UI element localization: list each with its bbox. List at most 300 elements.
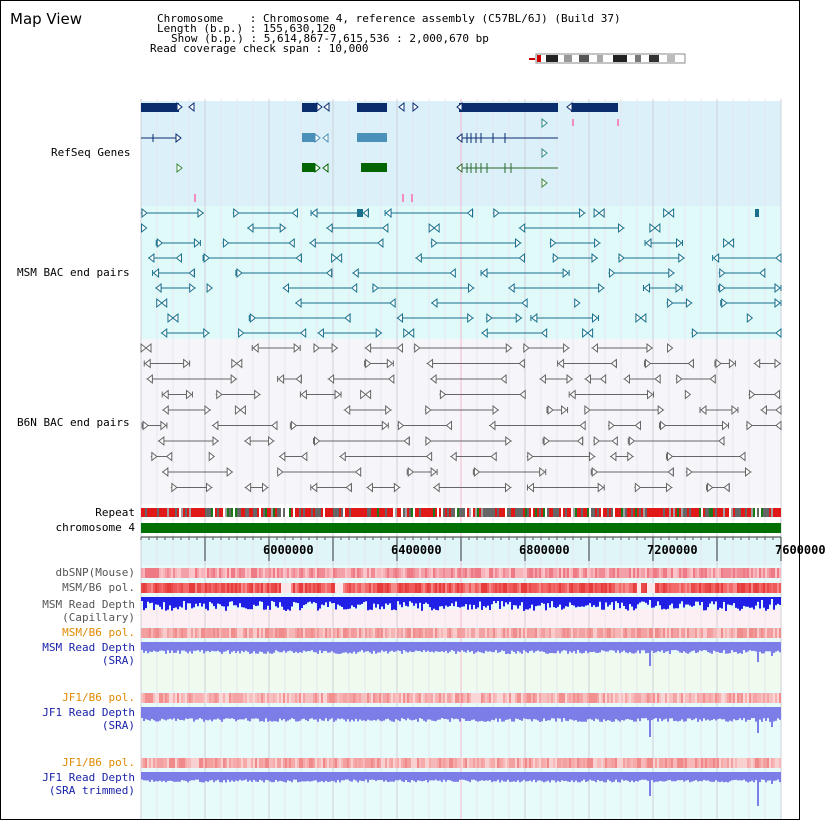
msm-pol-bin [363, 583, 365, 593]
repeat-segment [387, 508, 389, 517]
jf1-trim-depth-bar [471, 772, 473, 780]
msm-pol2-bin [351, 628, 353, 638]
msm-pol2-bin [309, 628, 311, 638]
msm-pol-bin [391, 583, 393, 593]
msm-cap-depth-bar [377, 597, 379, 604]
msm-pol2-bin [515, 628, 517, 638]
msm-sra-depth-bar [173, 642, 175, 653]
jf1-pol2-bin [329, 758, 331, 768]
msm-cap-depth-bar [187, 597, 189, 603]
msm-cap-depth-bar [721, 597, 723, 609]
jf1-pol-bin [349, 693, 351, 703]
msm-pol-bin [619, 583, 621, 593]
msm-pol-bin [481, 583, 483, 593]
repeat-segment [291, 508, 293, 517]
track-label-jf1-depth-trim[interactable]: JF1 Read Depth [42, 771, 135, 784]
msm-pol-bin [573, 583, 575, 593]
msm-pol2-bin [469, 628, 471, 638]
jf1-sra-depth-bar [719, 707, 721, 719]
jf1-sra-depth-bar [231, 707, 233, 718]
jf1-pol-bin [167, 693, 169, 703]
dbsnp-bin [521, 568, 523, 578]
jf1-trim-depth-bar [675, 772, 677, 781]
track-label-dbsnp[interactable]: dbSNP(Mouse) [55, 566, 135, 579]
dbsnp-bin [247, 568, 249, 578]
jf1-trim-depth-bar [405, 772, 407, 780]
jf1-pol-bin [373, 693, 375, 703]
msm-pol-bin [435, 583, 437, 593]
dbsnp-bin [391, 568, 393, 578]
repeat-segment [193, 508, 195, 517]
jf1-trim-depth-bar [687, 772, 689, 780]
msm-sra-depth-bar [675, 642, 677, 650]
jf1-sra-depth-bar [487, 707, 489, 721]
jf1-pol-bin [213, 693, 215, 703]
jf1-sra-depth-bar [655, 707, 657, 718]
msm-pol2-bin [153, 628, 155, 638]
msm-pol2-bin [507, 628, 509, 638]
jf1-trim-depth-bar [417, 772, 419, 780]
track-label-repeat[interactable]: Repeat [95, 506, 135, 519]
dbsnp-bin [357, 568, 359, 578]
msm-sra-depth-bar [681, 642, 683, 653]
repeat-segment [341, 508, 343, 517]
jf1-trim-depth-bar [597, 772, 599, 780]
jf1-pol2-bin [775, 758, 777, 768]
track-label-jf1-b6-pol-2[interactable]: JF1/B6 pol. [62, 756, 135, 769]
repeat-segment [293, 508, 295, 517]
msm-sra-depth-bar [593, 642, 595, 652]
msm-pol-bin [279, 583, 281, 593]
jf1-sra-depth-bar [249, 707, 251, 721]
jf1-sra-depth-bar [279, 707, 281, 719]
msm-pol-bin [393, 583, 395, 593]
jf1-trim-depth-bar [629, 772, 631, 782]
msm-pol-bin [193, 583, 195, 593]
msm-pol-bin [419, 583, 421, 593]
track-label-refseq[interactable]: RefSeq Genes [51, 146, 131, 159]
dbsnp-bin [293, 568, 295, 578]
repeat-segment [629, 508, 631, 517]
msm-pol-bin [491, 583, 493, 593]
msm-cap-depth-bar [389, 597, 391, 603]
jf1-sra-depth-bar [483, 707, 485, 722]
jf1-sra-depth-bar [691, 707, 693, 720]
jf1-sra-depth-bar [257, 707, 259, 719]
jf1-sra-depth-bar [551, 707, 553, 718]
msm-pol2-bin [439, 628, 441, 638]
jf1-trim-depth-bar [253, 772, 255, 780]
msm-cap-depth-bar [649, 597, 651, 600]
dbsnp-bin [565, 568, 567, 578]
jf1-trim-depth-bar [211, 772, 213, 780]
msm-pol-bin [635, 583, 637, 593]
jf1-pol2-bin [779, 758, 781, 768]
jf1-sra-depth-bar [563, 707, 565, 718]
track-label-jf1-depth-sra-sub: (SRA) [101, 719, 135, 732]
jf1-trim-depth-bar [213, 772, 215, 782]
repeat-segment [553, 508, 555, 517]
dbsnp-bin [563, 568, 565, 578]
jf1-pol-bin [769, 693, 771, 703]
jf1-pol2-bin [555, 758, 557, 768]
jf1-sra-depth-bar [583, 707, 585, 722]
msm-pol-bin [223, 583, 225, 593]
repeat-segment [461, 508, 463, 517]
jf1-pol-bin [233, 693, 235, 703]
msm-pol2-bin [639, 628, 641, 638]
jf1-trim-depth-bar [663, 772, 665, 782]
repeat-segment [569, 508, 571, 517]
msm-sra-depth-bar [751, 642, 753, 651]
msm-sra-depth-bar [583, 642, 585, 653]
msm-sra-depth-bar [163, 642, 165, 651]
jf1-sra-depth-bar [307, 707, 309, 721]
jf1-trim-depth-bar [419, 772, 421, 781]
jf1-sra-depth-bar [327, 707, 329, 721]
dbsnp-bin [699, 568, 701, 578]
msm-cap-depth-bar [695, 597, 697, 602]
msm-pol-bin [291, 583, 293, 593]
msm-cap-depth-bar [333, 597, 335, 603]
msm-cap-depth-bar [665, 597, 667, 609]
msm-pol2-bin [591, 628, 593, 638]
jf1-pol-bin [461, 693, 463, 703]
dbsnp-bin [393, 568, 395, 578]
repeat-segment [319, 508, 321, 517]
jf1-pol-bin [313, 693, 315, 703]
jf1-trim-depth-bar [639, 772, 641, 780]
jf1-pol-bin [277, 693, 279, 703]
jf1-pol2-bin [239, 758, 241, 768]
msm-cap-depth-bar [247, 597, 249, 609]
msm-pol-bin [769, 583, 771, 593]
ruler-tick-label: 6400000 [391, 543, 442, 557]
jf1-pol-bin [339, 693, 341, 703]
jf1-trim-depth-bar [757, 772, 759, 806]
msm-pol2-bin [353, 628, 355, 638]
msm-pol2-bin [771, 628, 773, 638]
repeat-segment [427, 508, 429, 517]
jf1-trim-depth-bar [337, 772, 339, 780]
jf1-pol2-bin [261, 758, 263, 768]
msm-pol2-bin [589, 628, 591, 638]
msm-pol-bin [673, 583, 675, 593]
jf1-pol-bin [165, 693, 167, 703]
msm-pol-bin [373, 583, 375, 593]
msm-pol-bin [667, 583, 669, 593]
dbsnp-bin [255, 568, 257, 578]
jf1-sra-depth-bar [311, 707, 313, 718]
msm-pol2-bin [717, 628, 719, 638]
msm-sra-depth-bar [289, 642, 291, 651]
chromosome-ideogram[interactable] [529, 54, 685, 63]
msm-pol2-bin [493, 628, 495, 638]
msm-sra-depth-bar [355, 642, 357, 654]
msm-sra-depth-bar [755, 642, 757, 651]
jf1-sra-depth-bar [189, 707, 191, 718]
track-label-jf1-depth-sra[interactable]: JF1 Read Depth [42, 706, 135, 719]
msm-sra-depth-bar [205, 642, 207, 651]
msm-cap-depth-bar [211, 597, 213, 603]
jf1-pol2-bin [189, 758, 191, 768]
msm-cap-depth-bar [353, 597, 355, 607]
jf1-pol2-bin [383, 758, 385, 768]
jf1-sra-depth-bar [517, 707, 519, 719]
track-label-msm-b6-pol-2[interactable]: MSM/B6 pol. [62, 626, 135, 639]
msm-sra-depth-bar [581, 642, 583, 653]
jf1-sra-depth-bar [429, 707, 431, 720]
jf1-trim-depth-bar [443, 772, 445, 780]
jf1-pol-bin [287, 693, 289, 703]
jf1-pol2-bin [641, 758, 643, 768]
jf1-pol-bin [465, 693, 467, 703]
msm-cap-depth-bar [697, 597, 699, 602]
msm-sra-depth-bar [619, 642, 621, 653]
repeat-segment [759, 508, 761, 517]
jf1-pol-bin [455, 693, 457, 703]
dbsnp-bin [165, 568, 167, 578]
msm-sra-depth-bar [667, 642, 669, 651]
dbsnp-bin [701, 568, 703, 578]
jf1-trim-depth-bar [509, 772, 511, 782]
jf1-pol-bin [773, 693, 775, 703]
jf1-trim-depth-bar [283, 772, 285, 782]
track-label-msm-bac[interactable]: MSM BAC end pairs [17, 266, 130, 279]
msm-pol2-bin [611, 628, 613, 638]
repeat-segment [265, 508, 267, 517]
track-label-msm-depth-sra[interactable]: MSM Read Depth [42, 641, 135, 654]
dbsnp-bin [505, 568, 507, 578]
repeat-segment [775, 508, 777, 517]
jf1-pol2-bin [169, 758, 171, 768]
track-label-msm-b6-pol-1[interactable]: MSM/B6 pol. [62, 581, 135, 594]
jf1-trim-depth-bar [403, 772, 405, 782]
jf1-trim-depth-bar [327, 772, 329, 782]
msm-cap-depth-bar [513, 597, 515, 605]
repeat-segment [273, 508, 275, 517]
track-label-msm-depth-cap[interactable]: MSM Read Depth [42, 598, 135, 611]
msm-pol2-bin [145, 628, 147, 638]
jf1-sra-depth-bar [345, 707, 347, 721]
msm-sra-depth-bar [727, 642, 729, 654]
jf1-trim-depth-bar [673, 772, 675, 781]
dbsnp-bin [263, 568, 265, 578]
repeat-segment [177, 508, 179, 517]
msm-pol2-bin [209, 628, 211, 638]
track-label-jf1-b6-pol-1[interactable]: JF1/B6 pol. [62, 691, 135, 704]
msm-pol2-bin [411, 628, 413, 638]
msm-pol-bin [345, 583, 347, 593]
jf1-pol2-bin [435, 758, 437, 768]
jf1-pol2-bin [319, 758, 321, 768]
dbsnp-bin [637, 568, 639, 578]
msm-sra-depth-bar [403, 642, 405, 650]
jf1-pol2-bin [321, 758, 323, 768]
msm-cap-depth-bar [757, 597, 759, 602]
msm-sra-depth-bar [769, 642, 771, 651]
msm-cap-depth-bar [729, 597, 731, 605]
jf1-trim-depth-bar [145, 772, 147, 780]
repeat-segment [351, 508, 353, 517]
jf1-pol2-bin [627, 758, 629, 768]
dbsnp-bin [273, 568, 275, 578]
dbsnp-bin [587, 568, 589, 578]
msm-sra-depth-bar [215, 642, 217, 651]
msm-pol2-bin [535, 628, 537, 638]
dbsnp-bin [209, 568, 211, 578]
jf1-trim-depth-bar [643, 772, 645, 780]
jf1-sra-depth-bar [701, 707, 703, 721]
jf1-pol2-bin [709, 758, 711, 768]
dbsnp-bin [771, 568, 773, 578]
msm-pol2-bin [531, 628, 533, 638]
repeat-segment [635, 508, 637, 517]
jf1-sra-depth-bar [321, 707, 323, 720]
jf1-trim-depth-bar [273, 772, 275, 782]
msm-cap-depth-bar [291, 597, 293, 606]
msm-sra-depth-bar [395, 642, 397, 651]
jf1-sra-depth-bar [597, 707, 599, 719]
repeat-segment [153, 508, 155, 517]
dbsnp-bin [709, 568, 711, 578]
jf1-pol2-bin [193, 758, 195, 768]
jf1-pol2-bin [385, 758, 387, 768]
msm-cap-depth-bar [683, 597, 685, 607]
jf1-trim-depth-bar [493, 772, 495, 781]
repeat-segment [183, 508, 185, 517]
jf1-pol-bin [283, 693, 285, 703]
msm-sra-depth-bar [741, 642, 743, 654]
jf1-pol2-bin [175, 758, 177, 768]
msm-pol-bin [413, 583, 415, 593]
dbsnp-bin [647, 568, 649, 578]
msm-sra-depth-bar [635, 642, 637, 653]
jf1-sra-depth-bar [381, 707, 383, 721]
dbsnp-bin [289, 568, 291, 578]
msm-sra-depth-bar [513, 642, 515, 652]
jf1-pol2-bin [513, 758, 515, 768]
msm-cap-depth-bar [167, 597, 169, 610]
jf1-sra-depth-bar [515, 707, 517, 719]
msm-sra-depth-bar [719, 642, 721, 653]
jf1-pol-bin [587, 693, 589, 703]
msm-sra-depth-bar [273, 642, 275, 653]
msm-cap-depth-bar [403, 597, 405, 602]
msm-pol2-bin [537, 628, 539, 638]
dbsnp-bin [201, 568, 203, 578]
repeat-segment [777, 508, 779, 517]
jf1-pol-bin [307, 693, 309, 703]
jf1-trim-depth-bar [187, 772, 189, 782]
jf1-pol2-bin [549, 758, 551, 768]
msm-sra-depth-bar [653, 642, 655, 653]
msm-sra-depth-bar [179, 642, 181, 654]
msm-sra-depth-bar [383, 642, 385, 652]
msm-sra-depth-bar [429, 642, 431, 652]
jf1-pol-bin [285, 693, 287, 703]
repeat-segment [307, 508, 309, 517]
dbsnp-bin [301, 568, 303, 578]
msm-cap-depth-bar [327, 597, 329, 607]
dbsnp-bin [531, 568, 533, 578]
jf1-sra-depth-bar [717, 707, 719, 719]
msm-cap-depth-bar [545, 597, 547, 610]
repeat-segment [551, 508, 553, 517]
msm-pol2-bin [161, 628, 163, 638]
jf1-pol2-bin [343, 758, 345, 768]
jf1-pol-bin [673, 693, 675, 703]
jf1-pol2-bin [341, 758, 343, 768]
msm-pol-bin [397, 583, 399, 593]
jf1-pol2-bin [299, 758, 301, 768]
msm-sra-depth-bar [145, 642, 147, 651]
jf1-pol-bin [503, 693, 505, 703]
msm-pol2-bin [669, 628, 671, 638]
jf1-sra-depth-bar [671, 707, 673, 718]
repeat-segment [561, 508, 563, 517]
dbsnp-bin [473, 568, 475, 578]
dbsnp-bin [605, 568, 607, 578]
dbsnp-bin [767, 568, 769, 578]
msm-pol2-bin [361, 628, 363, 638]
jf1-pol2-bin [721, 758, 723, 768]
msm-cap-depth-bar [157, 597, 159, 605]
jf1-trim-depth-bar [199, 772, 201, 782]
jf1-pol-bin [573, 693, 575, 703]
jf1-pol2-bin [511, 758, 513, 768]
repeat-segment [753, 508, 755, 517]
msm-pol2-bin [245, 628, 247, 638]
msm-pol2-bin [461, 628, 463, 638]
jf1-trim-depth-bar [761, 772, 763, 780]
jf1-pol-bin [353, 693, 355, 703]
msm-pol-bin [493, 583, 495, 593]
jf1-pol2-bin [757, 758, 759, 768]
repeat-segment [683, 508, 685, 517]
msm-pol2-bin [283, 628, 285, 638]
msm-sra-depth-bar [627, 642, 629, 653]
msm-pol2-bin [441, 628, 443, 638]
jf1-trim-depth-bar [649, 772, 651, 796]
repeat-segment [385, 508, 387, 517]
repeat-segment [459, 508, 461, 517]
jf1-sra-depth-bar [447, 707, 449, 720]
jf1-trim-depth-bar [601, 772, 603, 781]
jf1-trim-depth-bar [421, 772, 423, 781]
msm-cap-depth-bar [561, 597, 563, 610]
dbsnp-bin [769, 568, 771, 578]
msm-pol2-bin [247, 628, 249, 638]
jf1-pol2-bin [339, 758, 341, 768]
jf1-sra-depth-bar [587, 707, 589, 719]
jf1-sra-depth-bar [751, 707, 753, 718]
dbsnp-bin [353, 568, 355, 578]
track-label-b6n-bac[interactable]: B6N BAC end pairs [17, 416, 130, 429]
msm-sra-depth-bar [763, 642, 765, 653]
jf1-trim-depth-bar [455, 772, 457, 782]
repeat-segment [263, 508, 265, 517]
jf1-pol-bin [727, 693, 729, 703]
msm-pol-bin [357, 583, 359, 593]
msm-sra-depth-bar [201, 642, 203, 650]
repeat-segment [425, 508, 427, 517]
track-label-chromosome[interactable]: chromosome 4 [55, 521, 135, 534]
dbsnp-bin [277, 568, 279, 578]
repeat-segment [465, 508, 467, 517]
msm-sra-depth-bar [319, 642, 321, 650]
jf1-sra-depth-bar [507, 707, 509, 719]
